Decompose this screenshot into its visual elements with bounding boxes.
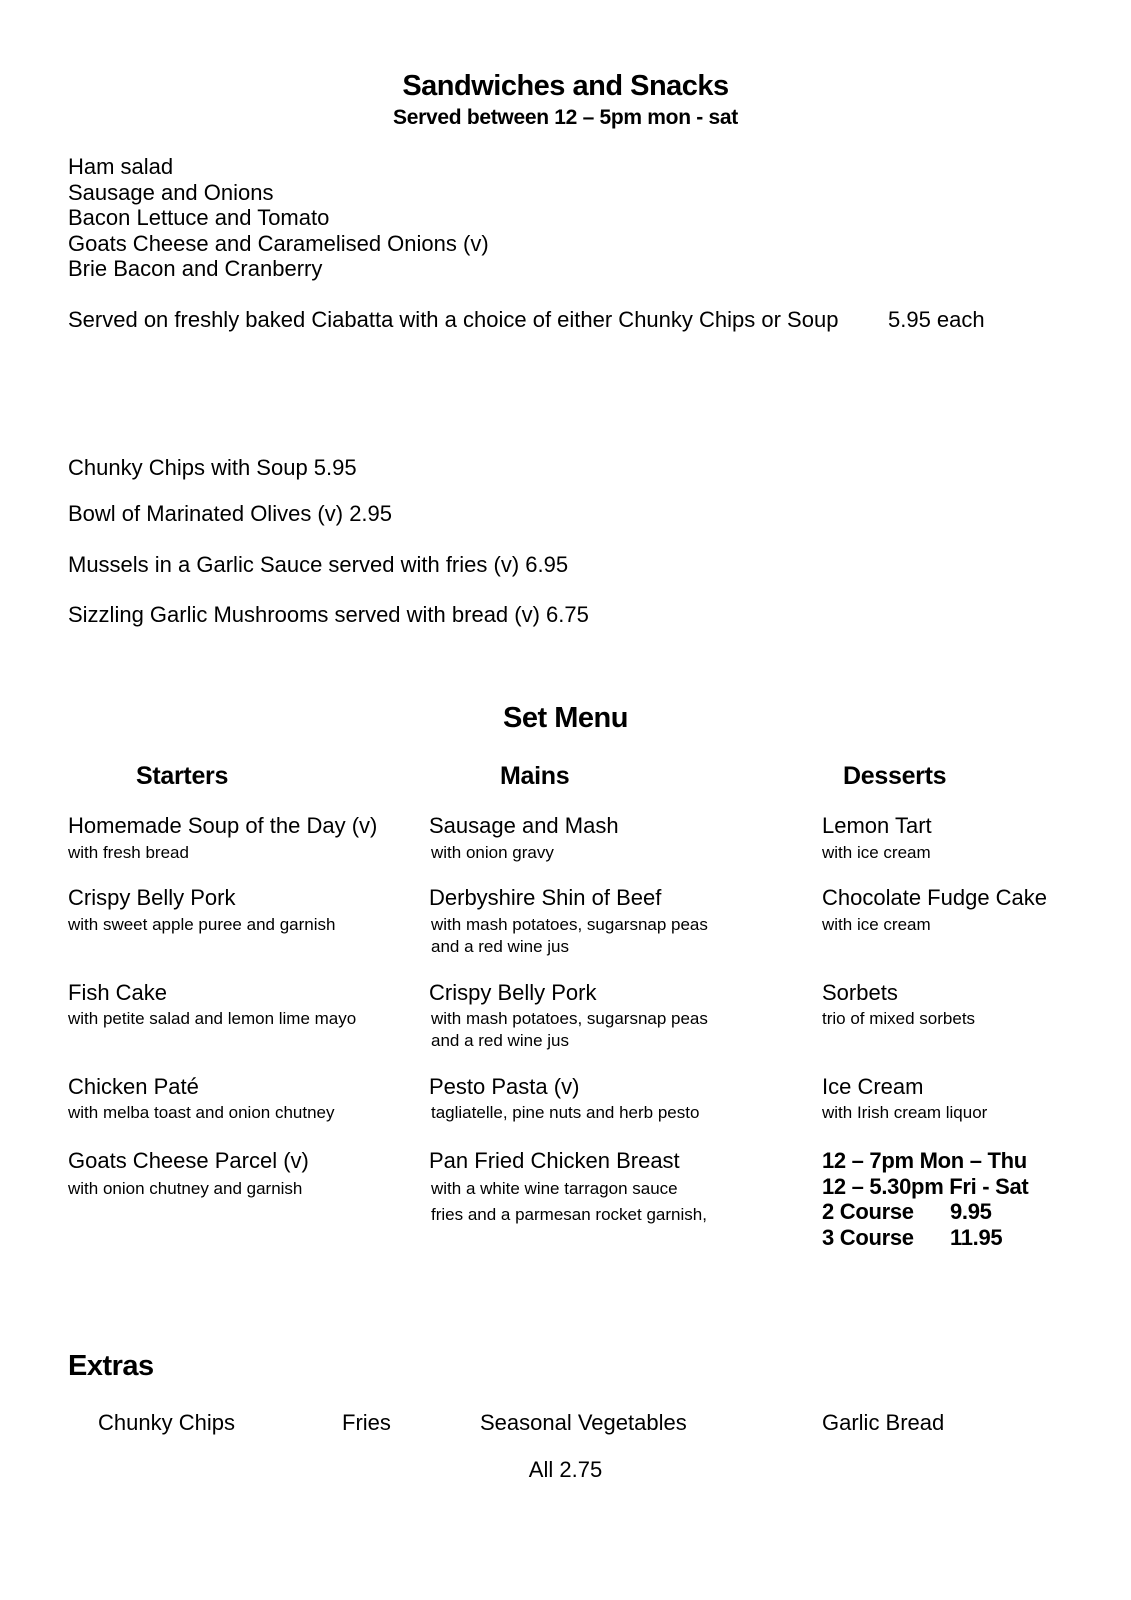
starter-desc: with onion chutney and garnish (68, 1179, 303, 1198)
starter-name: Crispy Belly Pork (68, 885, 236, 910)
dessert-name: Ice Cream (822, 1074, 924, 1099)
dessert-name: Chocolate Fudge Cake (822, 885, 1048, 910)
sandwich-item: Brie Bacon and Cranberry (68, 256, 323, 281)
main-name: Pesto Pasta (v) (429, 1074, 580, 1099)
sandwich-item: Goats Cheese and Caramelised Onions (v) (68, 231, 489, 256)
main-desc: fries and a parmesan rocket garnish, (431, 1205, 707, 1224)
dessert-desc: with ice cream (822, 843, 931, 862)
dessert-name: Lemon Tart (822, 813, 932, 838)
starter-desc: with melba toast and onion chutney (68, 1103, 335, 1122)
mains-heading: Mains (500, 762, 570, 790)
main-desc: tagliatelle, pine nuts and herb pesto (431, 1103, 700, 1122)
dessert-desc: with Irish cream liquor (822, 1103, 988, 1122)
main-name: Pan Fried Chicken Breast (429, 1148, 680, 1173)
extras-title: Extras (68, 1350, 154, 1382)
starter-desc: with sweet apple puree and garnish (68, 915, 336, 934)
sandwich-item: Bacon Lettuce and Tomato (68, 205, 330, 230)
desserts-heading: Desserts (843, 762, 947, 790)
dessert-desc: trio of mixed sorbets (822, 1009, 976, 1028)
dessert-name: Sorbets (822, 980, 898, 1005)
main-desc: with onion gravy (431, 843, 554, 862)
starter-name: Goats Cheese Parcel (v) (68, 1148, 309, 1173)
main-desc: and a red wine jus (431, 1031, 569, 1050)
snack-item: Sizzling Garlic Mushrooms served with bread (v) 6.75 (68, 602, 589, 627)
starter-desc: with fresh bread (68, 843, 189, 862)
sandwich-item: Sausage and Onions (68, 180, 274, 205)
dessert-desc: with ice cream (822, 915, 931, 934)
starters-heading: Starters (136, 762, 229, 790)
main-desc: with mash potatoes, sugarsnap peas (431, 915, 708, 934)
extras-item: Seasonal Vegetables (480, 1410, 687, 1435)
main-desc: and a red wine jus (431, 937, 569, 956)
hours-weekday: 12 – 7pm Mon – Thu (822, 1148, 1027, 1173)
two-course-price: 9.95 (950, 1199, 992, 1224)
main-name: Crispy Belly Pork (429, 980, 597, 1005)
sandwiches-title: Sandwiches and Snacks (402, 70, 729, 102)
sandwich-price: 5.95 each (888, 307, 985, 332)
main-name: Derbyshire Shin of Beef (429, 885, 662, 910)
sandwich-served-note: Served on freshly baked Ciabatta with a choice of either Chunky Chips or Soup (68, 307, 839, 332)
three-course-price: 11.95 (950, 1225, 1003, 1250)
starter-name: Fish Cake (68, 980, 168, 1005)
hours-weekend: 12 – 5.30pm Fri - Sat (822, 1174, 1029, 1199)
starter-name: Homemade Soup of the Day (v) (68, 813, 378, 838)
snack-item: Chunky Chips with Soup 5.95 (68, 455, 357, 480)
starter-desc: with petite salad and lemon lime mayo (68, 1009, 357, 1028)
extras-price: All 2.75 (528, 1457, 603, 1482)
snack-item: Bowl of Marinated Olives (v) 2.95 (68, 501, 393, 526)
main-desc: with mash potatoes, sugarsnap peas (431, 1009, 708, 1028)
sandwiches-subtitle: Served between 12 – 5pm mon - sat (393, 106, 738, 129)
three-course-label: 3 Course (822, 1225, 914, 1250)
main-name: Sausage and Mash (429, 813, 619, 838)
set-menu-title: Set Menu (503, 702, 628, 734)
main-desc: with a white wine tarragon sauce (431, 1179, 678, 1198)
extras-item: Fries (342, 1410, 391, 1435)
starter-name: Chicken Paté (68, 1074, 199, 1099)
sandwich-item: Ham salad (68, 154, 174, 179)
two-course-label: 2 Course (822, 1199, 914, 1224)
extras-item: Garlic Bread (822, 1410, 945, 1435)
snack-item: Mussels in a Garlic Sauce served with fries (v) 6.95 (68, 552, 569, 577)
extras-item: Chunky Chips (98, 1410, 235, 1435)
